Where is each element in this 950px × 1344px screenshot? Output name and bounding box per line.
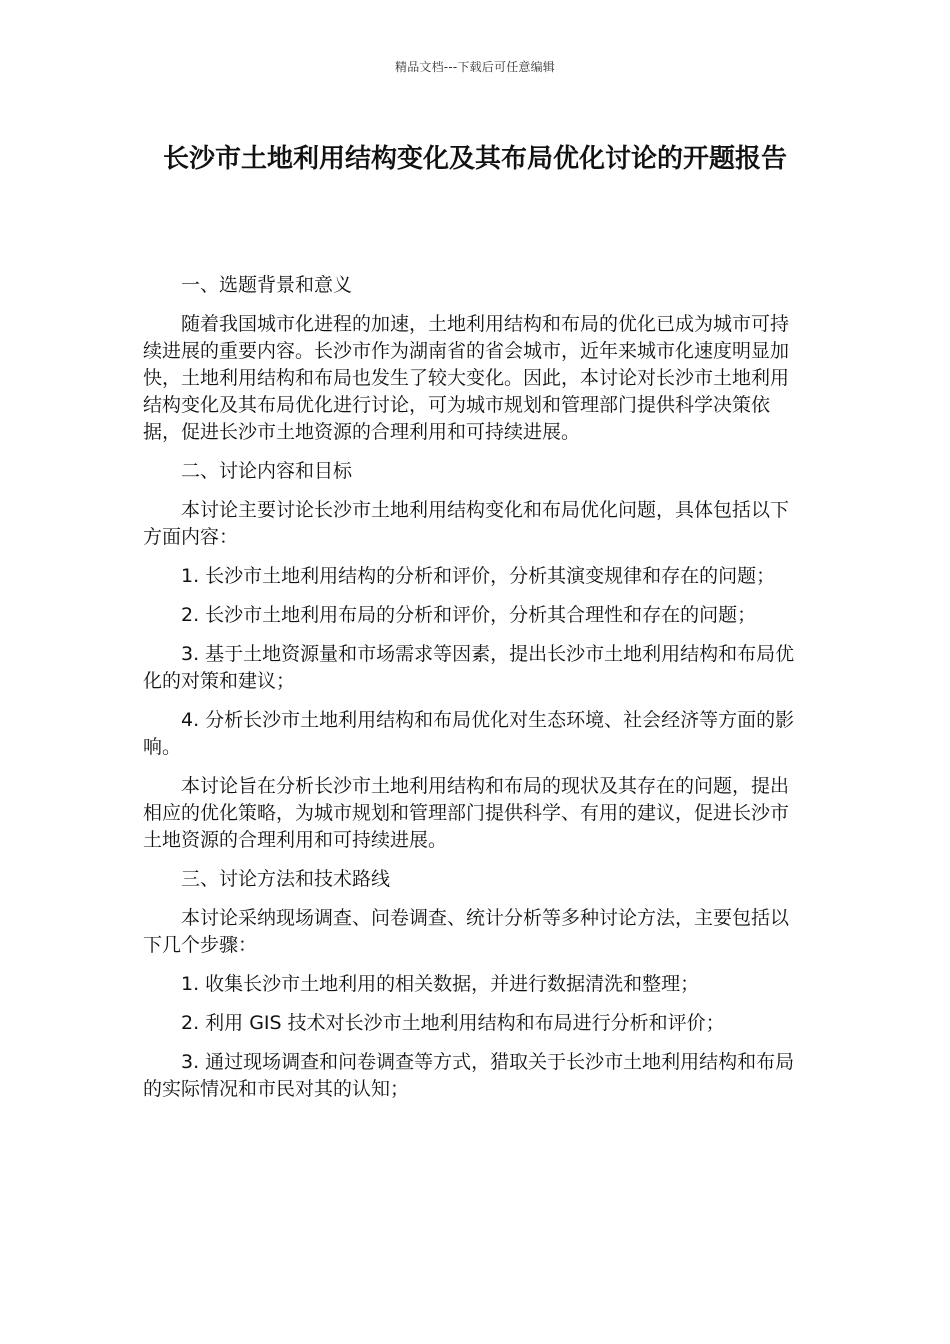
section-heading-background: 一、选题背景和意义 <box>181 274 353 296</box>
document-body <box>143 272 807 1115</box>
list-item-method-3: 3. 通过现场调查和问卷调查等方式，猎取关于长沙市土地利用结构和布局的实际情况和市民对其的认知； <box>143 1051 795 1100</box>
paragraph-background: 随着我国城市化进程的加速，土地利用结构和布局的优化已成为城市可持续进展的重要内容。长沙市作为湖南省的省会城市，近年来城市化速度明显加快，土地利用结构和布局也发生了较大变化。因此，本讨论对长沙市土地利用结构变化及其布局优化进行讨论，可为城市规划和管理部门提供科学决策依据，促进长沙市土地资源的合理利用和可持续进展。 <box>143 313 790 443</box>
document-title: 长沙市土地利用结构变化及其布局优化讨论的开题报告 <box>162 144 787 174</box>
list-item-method-1: 1. 收集长沙市土地利用的相关数据，并进行数据清洗和整理； <box>181 973 700 995</box>
page-header: 精品文档---下载后可任意编辑 <box>395 60 555 74</box>
section-heading-content: 二、讨论内容和目标 <box>181 460 353 482</box>
paragraph-goal: 本讨论旨在分析长沙市土地利用结构和布局的现状及其存在的问题，提出相应的优化策略，为城市规划和管理部门提供科学、有用的建议，促进长沙市土地资源的合理利用和可持续进展。 <box>143 775 790 851</box>
list-item-method-2: 2. 利用 GIS 技术对长沙市土地利用结构和布局进行分析和评价； <box>181 1012 725 1034</box>
list-item-content-3: 3. 基于土地资源量和市场需求等因素，提出长沙市土地利用结构和布局优化的对策和建议； <box>143 643 795 692</box>
section-heading-methods: 三、讨论方法和技术路线 <box>181 868 391 890</box>
list-item-content-1: 1. 长沙市土地利用结构的分析和评价，分析其演变规律和存在的问题； <box>181 565 776 587</box>
list-item-content-4: 4. 分析长沙市土地利用结构和布局优化对生态环境、社会经济等方面的影响。 <box>143 709 795 758</box>
paragraph-methods-intro: 本讨论采纳现场调查、问卷调查、统计分析等多种讨论方法，主要包括以下几个步骤： <box>143 907 790 956</box>
paragraph-content-intro: 本讨论主要讨论长沙市土地利用结构变化和布局优化问题，具体包括以下方面内容： <box>143 499 790 548</box>
list-item-content-2: 2. 长沙市土地利用布局的分析和评价，分析其合理性和存在的问题； <box>181 604 757 626</box>
